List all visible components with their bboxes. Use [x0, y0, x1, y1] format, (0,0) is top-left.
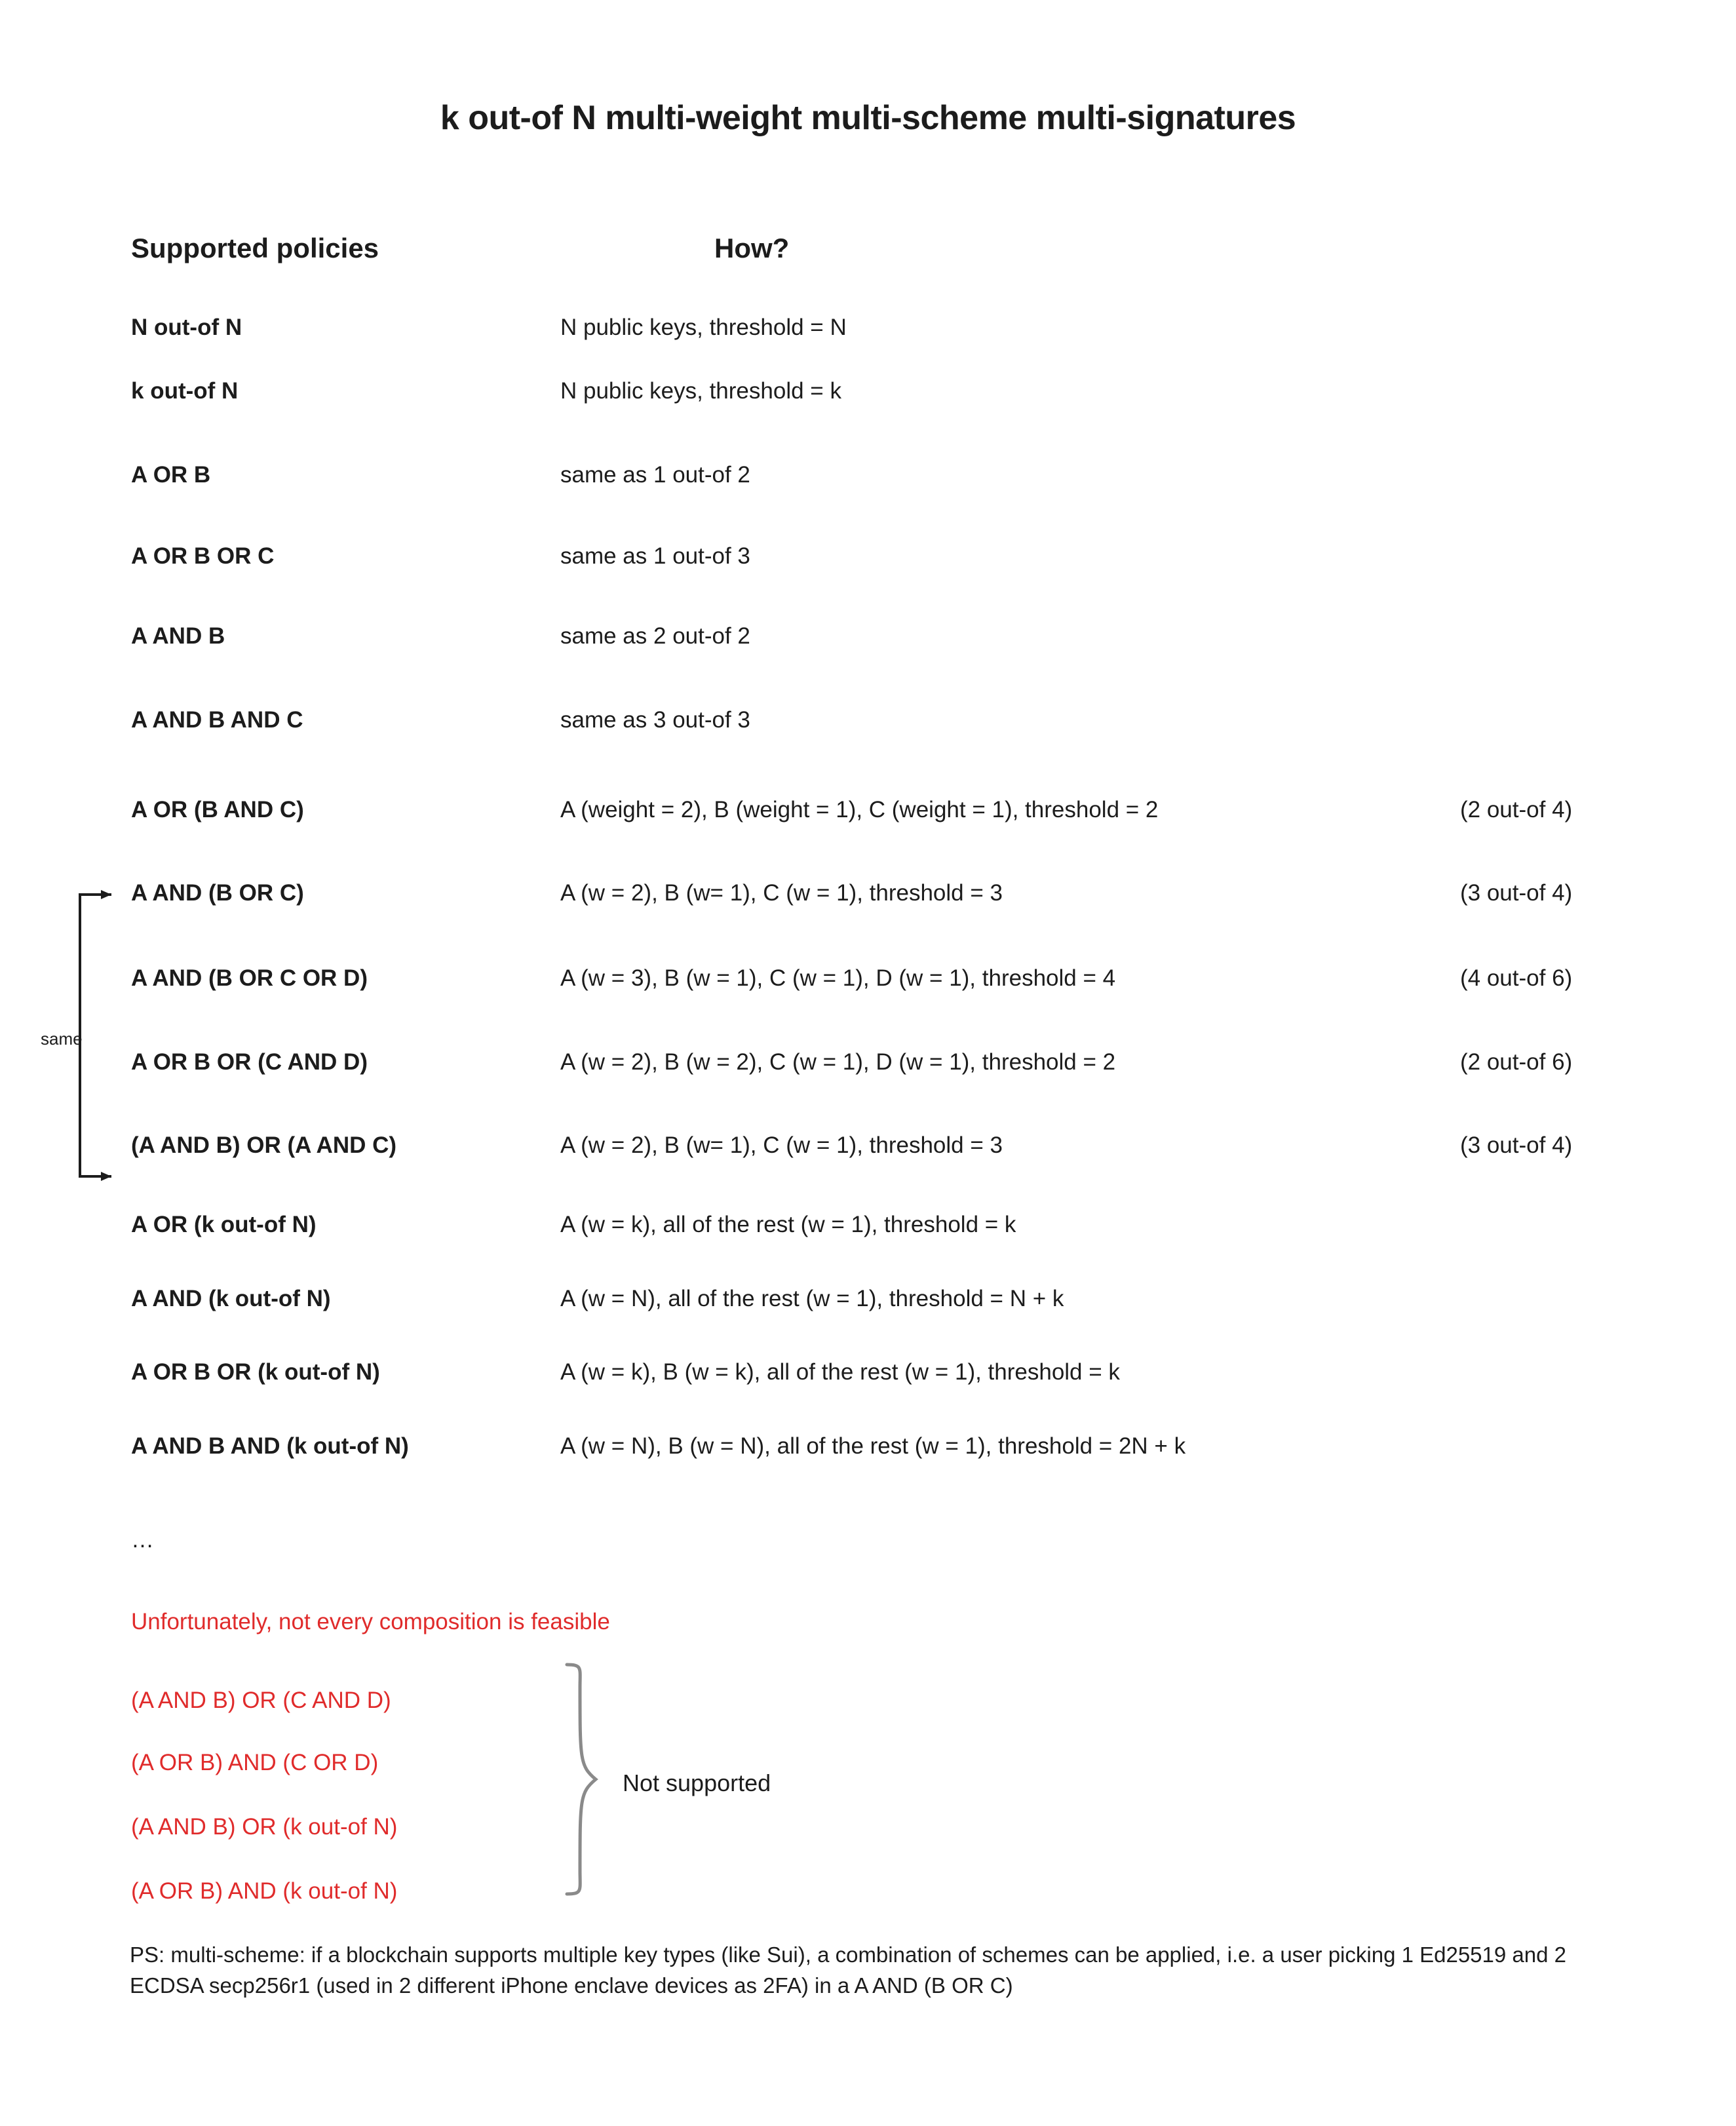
table-row — [0, 462, 1736, 543]
policy-equivalent: (2 out-of 6) — [1460, 1049, 1573, 1075]
policy-how: A (w = k), all of the rest (w = 1), threshold = k — [560, 1212, 1016, 1237]
table-row — [0, 1359, 1736, 1433]
policy-how: A (weight = 2), B (weight = 1), C (weight = 1), threshold = 2 — [560, 797, 1159, 822]
curly-brace-icon — [560, 1661, 613, 1897]
policy-label: A OR B — [131, 462, 211, 488]
policy-how: A (w = N), all of the rest (w = 1), threshold = N + k — [560, 1286, 1064, 1311]
policy-how: same as 2 out-of 2 — [560, 623, 750, 649]
policy-how: A (w = 2), B (w= 1), C (w = 1), threshold = 3 — [560, 880, 1003, 906]
policy-how: same as 1 out-of 2 — [560, 462, 750, 488]
policy-label: A OR B OR (k out-of N) — [131, 1359, 380, 1385]
policy-table — [0, 315, 1736, 1507]
policy-how: same as 1 out-of 3 — [560, 543, 750, 569]
table-row — [0, 880, 1736, 965]
unsupported-item: (A OR B) AND (k out-of N) — [131, 1878, 398, 1904]
policy-how: same as 3 out-of 3 — [560, 707, 750, 733]
unsupported-item: (A AND B) OR (C AND D) — [131, 1688, 391, 1713]
unsupported-item: (A OR B) AND (C OR D) — [131, 1750, 379, 1775]
table-row — [0, 707, 1736, 797]
policy-label: A AND B — [131, 623, 225, 649]
policy-label: A OR B OR C — [131, 543, 275, 569]
policy-label: A OR B OR (C AND D) — [131, 1049, 368, 1075]
policy-label: A AND (B OR C OR D) — [131, 965, 368, 991]
page-title: k out-of N multi-weight multi-scheme multi-signatures — [440, 99, 1296, 137]
policy-equivalent: (3 out-of 4) — [1460, 1132, 1573, 1158]
policy-label: k out-of N — [131, 378, 239, 404]
policy-label: A AND (B OR C) — [131, 880, 304, 906]
policy-label: A OR (k out-of N) — [131, 1212, 317, 1237]
column-header-how: How? — [714, 233, 790, 263]
table-row — [0, 315, 1736, 378]
policy-label: A AND (k out-of N) — [131, 1286, 331, 1311]
policy-equivalent: (4 out-of 6) — [1460, 965, 1573, 991]
same-label: same — [41, 1029, 83, 1049]
table-row — [0, 1132, 1736, 1212]
warning-text: Unfortunately, not every composition is feasible — [131, 1609, 610, 1634]
not-supported-label: Not supported — [623, 1769, 771, 1796]
policy-how: A (w = N), B (w = N), all of the rest (w = 1), threshold = 2N + k — [560, 1433, 1186, 1459]
policy-how: N public keys, threshold = N — [560, 315, 847, 340]
policy-how: A (w = 2), B (w = 2), C (w = 1), D (w = 1), threshold = 2 — [560, 1049, 1116, 1075]
ellipsis-label: … — [131, 1527, 154, 1553]
policy-how: A (w = 3), B (w = 1), C (w = 1), D (w = 1), threshold = 4 — [560, 965, 1116, 991]
table-row — [0, 797, 1736, 880]
table-row — [0, 1433, 1736, 1507]
table-header — [0, 233, 1736, 272]
table-row — [0, 965, 1736, 1049]
policy-equivalent: (2 out-of 4) — [1460, 797, 1573, 822]
policy-label: A OR (B AND C) — [131, 797, 304, 822]
table-row — [0, 623, 1736, 707]
policy-how: N public keys, threshold = k — [560, 378, 841, 404]
footnote-text: PS: multi-scheme: if a blockchain supports multiple key types (like Sui), a combination of schemes can be applied, i.e. a user picking 1 Ed25519 and 2 ECDSA secp256r1 (used in 2 different iPhone enclave devices as 2FA) in a A AND (B OR C) — [130, 1942, 1566, 1998]
table-row — [0, 1286, 1736, 1359]
table-row — [0, 543, 1736, 623]
table-row — [0, 1212, 1736, 1286]
policy-how: A (w = 2), B (w= 1), C (w = 1), threshold = 3 — [560, 1132, 1003, 1158]
policy-label: N out-of N — [131, 315, 242, 340]
table-row — [0, 1049, 1736, 1132]
policy-equivalent: (3 out-of 4) — [1460, 880, 1573, 906]
policy-label: A AND B AND (k out-of N) — [131, 1433, 409, 1459]
policy-label: A AND B AND C — [131, 707, 303, 733]
column-header-policies: Supported policies — [131, 233, 379, 263]
policy-label: (A AND B) OR (A AND C) — [131, 1132, 397, 1158]
table-row — [0, 378, 1736, 462]
policy-how: A (w = k), B (w = k), all of the rest (w = 1), threshold = k — [560, 1359, 1120, 1385]
unsupported-item: (A AND B) OR (k out-of N) — [131, 1814, 398, 1840]
